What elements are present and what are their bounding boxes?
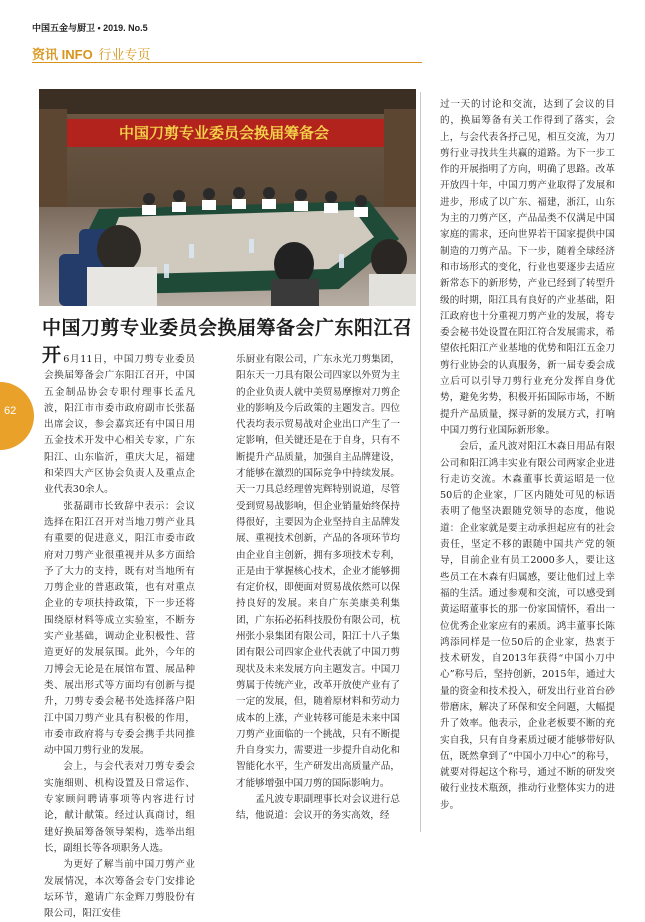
- header-rule: [32, 62, 422, 63]
- paragraph: 为更好了解当前中国刀剪产业发展情况，本次筹备会专门安排论坛环节，邀请广东金辉刀剪股份有限公司，阳江安佳: [44, 859, 195, 920]
- paragraph: 过一天的讨论和交流，达到了会议的目的，换届筹备有关工作得到了落实，会上，与会代表各抒己见，相互交流，为刀剪行业寻找共生共赢的道路。为下一步工作的开展指明了方向，明确了思路。改革开放四十年，中国刀剪产业取得了发展和进步，形成了以广东、福建，浙江，山东为主的刀剪产区，产品品类不仅满足中国家庭的需求，还向世界若干国家提供中国制造的刀剪产品。下一步，随着全球经济和市场形式的变化，行业也要逐步去适应新常态下的新形势，产业已经到了转型升级的时期，阳江具有良好的产业基础，阳江政府也十分重视刀剪产业的发展，将专委会秘书处设置在阳江符合发展需求，希望依托阳江产业基地的优势和阳江五金刀剪行业协会的认真服务，新一届专委会成立后可以引导刀剪行业充分发挥自身优势，避免劣势，积极开拓国际市场，不断提升产品质量，探寻新的发展方式，打响中国刀剪行业国际新形象。: [440, 99, 615, 436]
- publication-header: 中国五金与厨卫 • 2019. No.5: [32, 23, 148, 33]
- paragraph: 会上，与会代表对刀剪专委会实施细则、机构设置及日常运作、专家顾问聘请事项等内容进行讨论，献计献策。经过认真商讨，组建好换届筹备领导架构，选举出组长，副组长等各项职务人选。: [44, 761, 195, 854]
- article-column-1: [44, 352, 195, 922]
- paragraph: 6月11日，中国刀剪专业委员会换届筹备会广东阳江召开，中国五金制品协会专职付理事长孟凡波，阳江市市委市政府副市长张磊出席会议，参会嘉宾还有中国日用五金技术开发中心相关专家，广东阳江、山东临沂，重庆大足，福建和荣四大产区协会负责人及重点企业代表30余人。: [44, 354, 195, 496]
- section-cn: 资讯: [32, 47, 59, 62]
- photo-banner-text: 中国刀剪专业委员会换届筹备会: [118, 124, 330, 142]
- section-subtitle: 行业专页: [98, 47, 151, 62]
- section-en: INFO: [61, 47, 93, 62]
- section-title: [32, 44, 150, 63]
- article-headline: 中国刀剪专业委员会换届筹备会广东阳江召开: [42, 317, 413, 366]
- page-number: 62: [4, 405, 17, 417]
- meeting-photo: [39, 89, 416, 306]
- paragraph: 会后，孟凡波对阳江木森日用品有限公司和阳江鸿丰实业有限公司两家企业进行走访交流。木森董事长黄运昭是一位50后的企业家，厂区内随处可见的标语表明了他坚决跟随党领导的态度，他说道：企业家就是要主动承担起应有的社会责任，坚定不移的跟随中国共产党的领导，目前企业有员工2000多人，要让这些员工在木森有归属感，要让他们过上幸福的生活。通过参观和交流，可以感受到黄运昭董事长的那一份家国情怀，看出一位优秀企业家应有的素质。鸿丰董事长陈鸿添同样是一位50后的企业家，热衷于技术研发，自2013年获得“中国小刀中心”称号后，坚持创新，2015年，通过大量的资金和技术投入，研发出行业首台砂带磨床，解决了环保和安全问题，大幅提升了效率。他表示，企业老板要不断的充实自我，只有自身素质过硬才能够带好队伍，既然拿到了“中国小刀中心”的称号，就要对得起这个称号，通过不断的研发突破行业技术瓶颈，推动行业整体实力的进步。: [440, 441, 615, 811]
- paragraph: 乐厨业有限公司，广东永光刀剪集团，阳东天一刀具有限公司四家以外贸为主的企业负责人就中美贸易摩擦对刀剪企业的影响及今后政策的主题发言。四位代表均表示贸易战对企业出口产生了一定影响，但关键还是在于自身，只有不断提升产品质量，加强自主品牌建设，才能够在激烈的国际竞争中持续发展。天一刀具总经理曾宪辉特别说道，尽管受到贸易战影响，但企业销量始终保持得很好，主要因为企业坚持自主品牌发展、重视技术创新，产品的各项环节均由企业自主创新，拥有多项技术专利，正是由于掌握核心技术，企业才能够拥有定价权，即便面对贸易战依然可以保持良好的发展。来自广东美康美利集团，广东拓必拓科技股份有限公司，杭州张小泉集团有限公司，阳江十八子集团有限公司四家企业代表就了中国刀剪现状及未来发展方向主题发言。中国刀剪属于传统产业，改革开放使产业有了一定的发展，但，随着原材料和劳动力成本的上涨，产业转移可能是未来中国刀剪产业面临的一个挑战，只有不断提升自身实力，需要进一步提升自动化和智能化水平，生产研发出高质量产品，才能够增强中国刀剪的国际影响力。: [236, 354, 400, 789]
- article-column-2: [236, 352, 400, 825]
- column-divider: [420, 92, 421, 832]
- paragraph: 孟凡波专职副理事长对会议进行总结，他说道：会议开的务实高效，经: [236, 794, 400, 822]
- article-column-3: [440, 97, 615, 814]
- paragraph: 张磊副市长致辞中表示：会议选择在阳江召开对当地刀剪产业具有重要的促进意义，阳江市委市政府对刀剪产业很重视并从多方面给予了大力的支持，既有对当地所有刀剪企业的普惠政策，也有对重点企业的专项扶持政策，下一步还将围绕原材料等成立实验室，不断夯实产业基础，调动企业积极性、营造更好的发展氛围。此外，今年的刀博会无论是在展馆布置、展品种类、展出形式等方面均有创新与提升，刀剪专委会秘书处选择落户阳江中国刀剪产业具有积极的作用，市委市政府将与专委会携手共同推动中国刀剪行业的发展。: [44, 500, 195, 757]
